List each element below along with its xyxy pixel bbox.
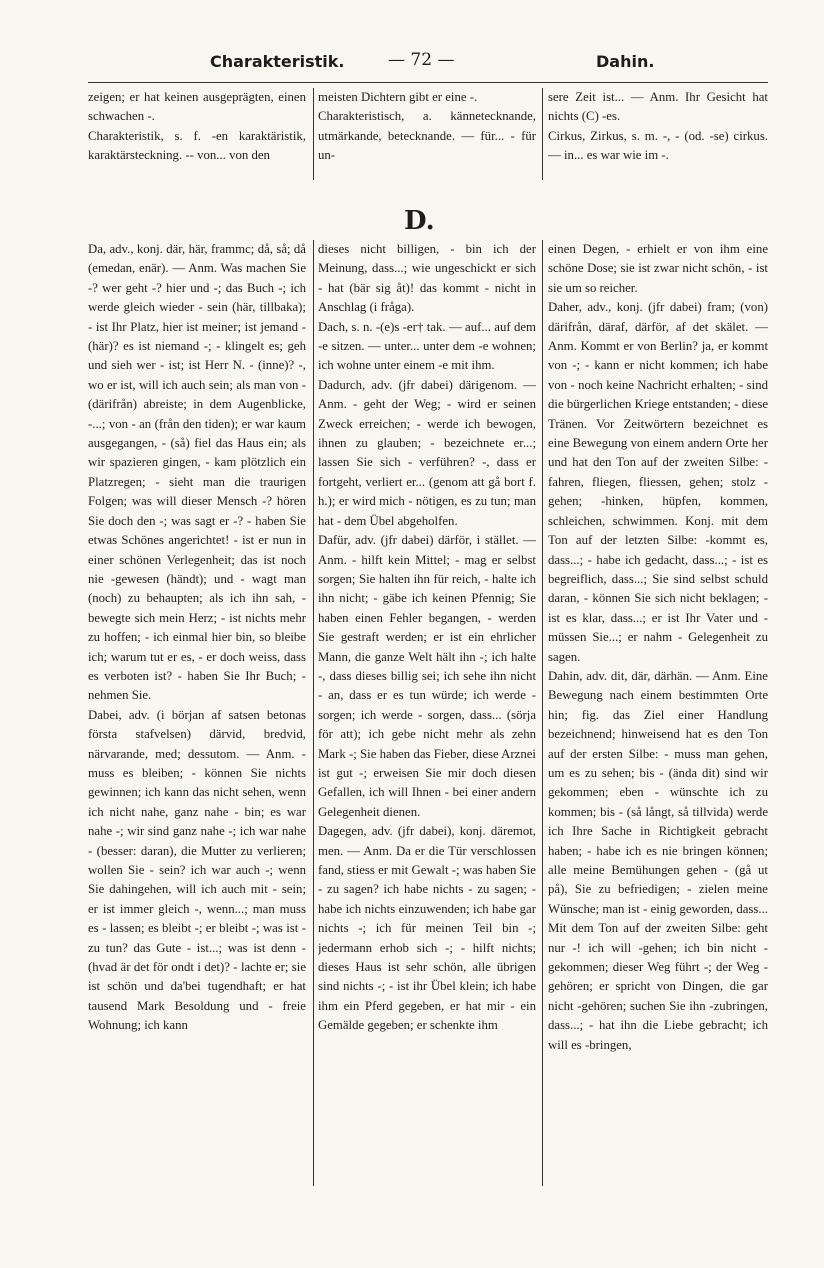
page-number: — 72 — — [388, 50, 455, 70]
running-header — [88, 48, 768, 74]
main-column-1 — [88, 240, 306, 1190]
column-divider — [313, 88, 314, 180]
section-letter: D. — [404, 206, 435, 236]
entry-dadurch: Dadurch, adv. (jfr dabei) därigenom. — Anm. - geht der Weg; - wird er seinen Zweck erreichen; - werde ich bewogen, ihnen zu glauben; - bezeichnete er...; lassen Sie sich - verführen? -, dass er fortgeht, verliert er... (genom att gå bort f. h.); er wird mich - nötigen, es zu tun; man hat - dem Übel abgeholfen. — [318, 377, 536, 528]
entry-dach: Dach, s. n. -(e)s -er† tak. — auf... auf dem -e sitzen. — unter... unter dem -e wohnen; ich wohne unter einem -e mit ihm. — [318, 319, 536, 373]
header-left-headword: Charakteristik. — [210, 52, 345, 71]
entry-charakteristik: Charakteristik, s. f. -en karaktäristik, karaktärsteckning. -- von... von den — [88, 128, 306, 163]
top-column-3 — [548, 88, 768, 184]
top-column-2 — [318, 88, 536, 184]
entry-dahin: Dahin, adv. dit, där, därhän. — Anm. Eine Bewegung nach einem bestimmten Orte hin; fig. das Ziel einer Handlung bezeichnend; hinweisend hat es den Ton auf der ersten Silbe: - muss man gehen, um es zu sehen; bis - (ända dit) sind wir gekommen; eben - wünschte ich zu kommen; bis - (så långt, så tillvida) werde ich Ihre Sache in Richtigkeit gebracht haben; - habe ich es nie bringen können; alle meine Bemühungen gehen - (gå ut på), Sie zu befriedigen; - zielen meine Wünsche; man ist - einig geworden, dass... Mit dem Ton auf der zweiten Silbe: geht nur -! ich will -gehen; ich bin nicht -gekommen; dieser Weg führt -; der Weg - gehören; er spricht von Dingen, die gar nicht -gehören; suchen Sie ihn -zubringen, dass...; - hat ihn die Liebe gebracht; ich will es -bringen, — [548, 668, 768, 1052]
entry-dagegen: Dagegen, adv. (jfr dabei), konj. däremot, men. — Anm. Da er die Tür verschlossen fand, stiess er mit Gewalt -; was haben Sie - zu sagen? ich habe nichts - zu sagen; - habe ich nichts einzuwenden; ich habe gar nichts -; ich für meinen Teil bin -; jedermann erhob sich -; - hilft nichts; dieses Haus ist sehr schön, alle übrigen sind nichts -; - ist ihr Übel klein; ich habe ihm ein Pferd gegeben, er hat mir - ein Gemälde gegeben; er schenkte ihm — [318, 824, 536, 1033]
entry-da: Da, adv., konj. där, här, frammc; då, så; då (emedan, enär). — Anm. Was machen Sie -? wer geht -? hier und -; das Buch -; ich werde gleich wieder - sein (här, tillbaka); - ist Ihr Platz, hier ist meiner; ist jemand - (här)? es ist niemand -; - klingelt es; geh und sieh wer - ist; ist Herr N. - (inne)? -, wo er ist, will ich auch sein; als man von - (därifrån) abreiste; in dem Augenblicke, -...; von - an (från den tiden); er war kaum ausgegangen, - (så) fiel das Haus ein; als wir spazieren gingen, - kam plötzlich ein Platzregen; - sieht man die traurigen Folgen; was will dieser Mensch -? hören Sie doch den -; was sagt er -? - haben Sie etwas Schönes angerichtet! - ist er nun in einer schönen Verlegenheit; das ist noch nie -gewesen (händt); und - wagt man (noch) zu behaupten; als ich ihn sah, - bewegte sich mein Herz; - ist nichts mehr zu hoffen; - ich einmal hier bin, so bleibe ich; warum tut er es, - er doch weiss, dass es verboten ist? - haben Sie Ihr Buch; - nehmen Sie. — [88, 242, 306, 703]
main-column-3 — [548, 240, 768, 1190]
column-divider — [542, 240, 543, 1186]
header-rule — [88, 82, 768, 83]
entry-dafuer: Dafür, adv. (jfr dabei) därför, i stället. — Anm. - hilft kein Mittel; - mag er selbst sorgen; Sie halten ihn für reich, - halte ich ihn nicht; - gäbe ich keinen Pfennig; Sie haben einen Fehler begangen, - werden Sie gestraft werden; er ist ein ehrlicher Mann, die ganze Welt hält ihn -; ich halte -, dass dieses billig sei; ich sehe ihn nicht - an, dass er es tun würde; ich werde - sorgen; ich werde - sorgen, dass... (sörja för att); ich gebe nicht mehr als zehn Mark -; Sie haben das Fieber, diese Arznei ist gut -; erweisen Sie mir doch diesen Gefallen, ich will Ihnen - bei einer andern Gelegenheit dienen. — [318, 533, 536, 819]
main-column-2 — [318, 240, 536, 1190]
entry-text: meisten Dichtern gibt er eine -. — [318, 90, 478, 104]
entry-cirkus: Cirkus, Zirkus, s. m. -, - (od. -se) cirkus. — in... es war wie im -. — [548, 128, 768, 163]
column-divider — [542, 88, 543, 180]
entry-text: zeigen; er hat keinen ausgeprägten, einen schwachen -. — [88, 90, 306, 124]
entry-daher: Daher, adv., konj. (jfr dabei) fram; (von) därifrån, däraf, därför, af det skälet. — Anm. Kommt er von Berlin? ja, er kommt von -; - kann er nicht kommen; ich habe von - noch keine Nachricht erhalten; - sind die bürgerlichen Kriege entstanden; - diese Tränen. Vor Zeitwörtern bezeichnet es eine Bewegung von einem andern Orte her und hat den Ton auf der zweiten Silbe: -fahren, fliegen, fliessen, gehen; stolz - gehen; -hinken, hüpfen, kommen, schleichen, schwimmen. Konj. mit dem Ton auf der letzten Silbe: -kommt es, dass...; - habe ich gedacht, dass...; - ist es begreiflich, dass...; Sie sind selbst schuld daran, - können Sie sich nicht beklagen; - ist es klar, dass...; er ist Ihr Vater und - müssen Sie...; er nahm - Gelegenheit zu sagen. — [548, 300, 768, 664]
header-right-headword: Dahin. — [596, 52, 655, 71]
entry-dabei: Dabei, adv. (i början af satsen betonas första stafvelsen) därvid, bredvid, närvarande, med; dessutom. — Anm. - muss es bleiben; - können Sie nichts gewinnen; ich kann das nicht sehen, wenn ich nicht nahe, ganz nahe - bin; es war nahe -; wir sind ganz nahe -; ich war nahe - (besser: daran), die Mutter zu verlieren; wollen Sie - sein? ich war auch -; wenn Sie dahingehen, will ich auch mit - sein; er ist immer gleich -, wenn...; man muss es - lassen; es bleibt -; er bleibt -; was ist - zu tun? das Gute - ist...; was ist denn - (hvad är det för ondt i det)? - lachte er; sie ist schön und da'bei tugendhaft; er hat tausend Mark Besoldung und - freie Wohnung; ich kann — [88, 707, 306, 1033]
column-divider — [313, 240, 314, 1186]
entry-charakteristisch: Charakteristisch, a. kännetecknande, utmärkande, betecknande. — für... - für un- — [318, 109, 536, 163]
top-column-1 — [88, 88, 306, 184]
entry-continuation: dieses nicht billigen, - bin ich der Meinung, dass...; wie ungeschickt er sich - hat (bär sig åt)! das kommt - nicht in Anschlag (i fråga). — [318, 242, 536, 315]
entry-text: sere Zeit ist... — Anm. Ihr Gesicht hat nichts (C) -es. — [548, 90, 768, 124]
entry-continuation: einen Degen, - erhielt er von ihm eine schöne Dose; sie ist zwar nicht schön, - ist sie um so reicher. — [548, 242, 768, 295]
